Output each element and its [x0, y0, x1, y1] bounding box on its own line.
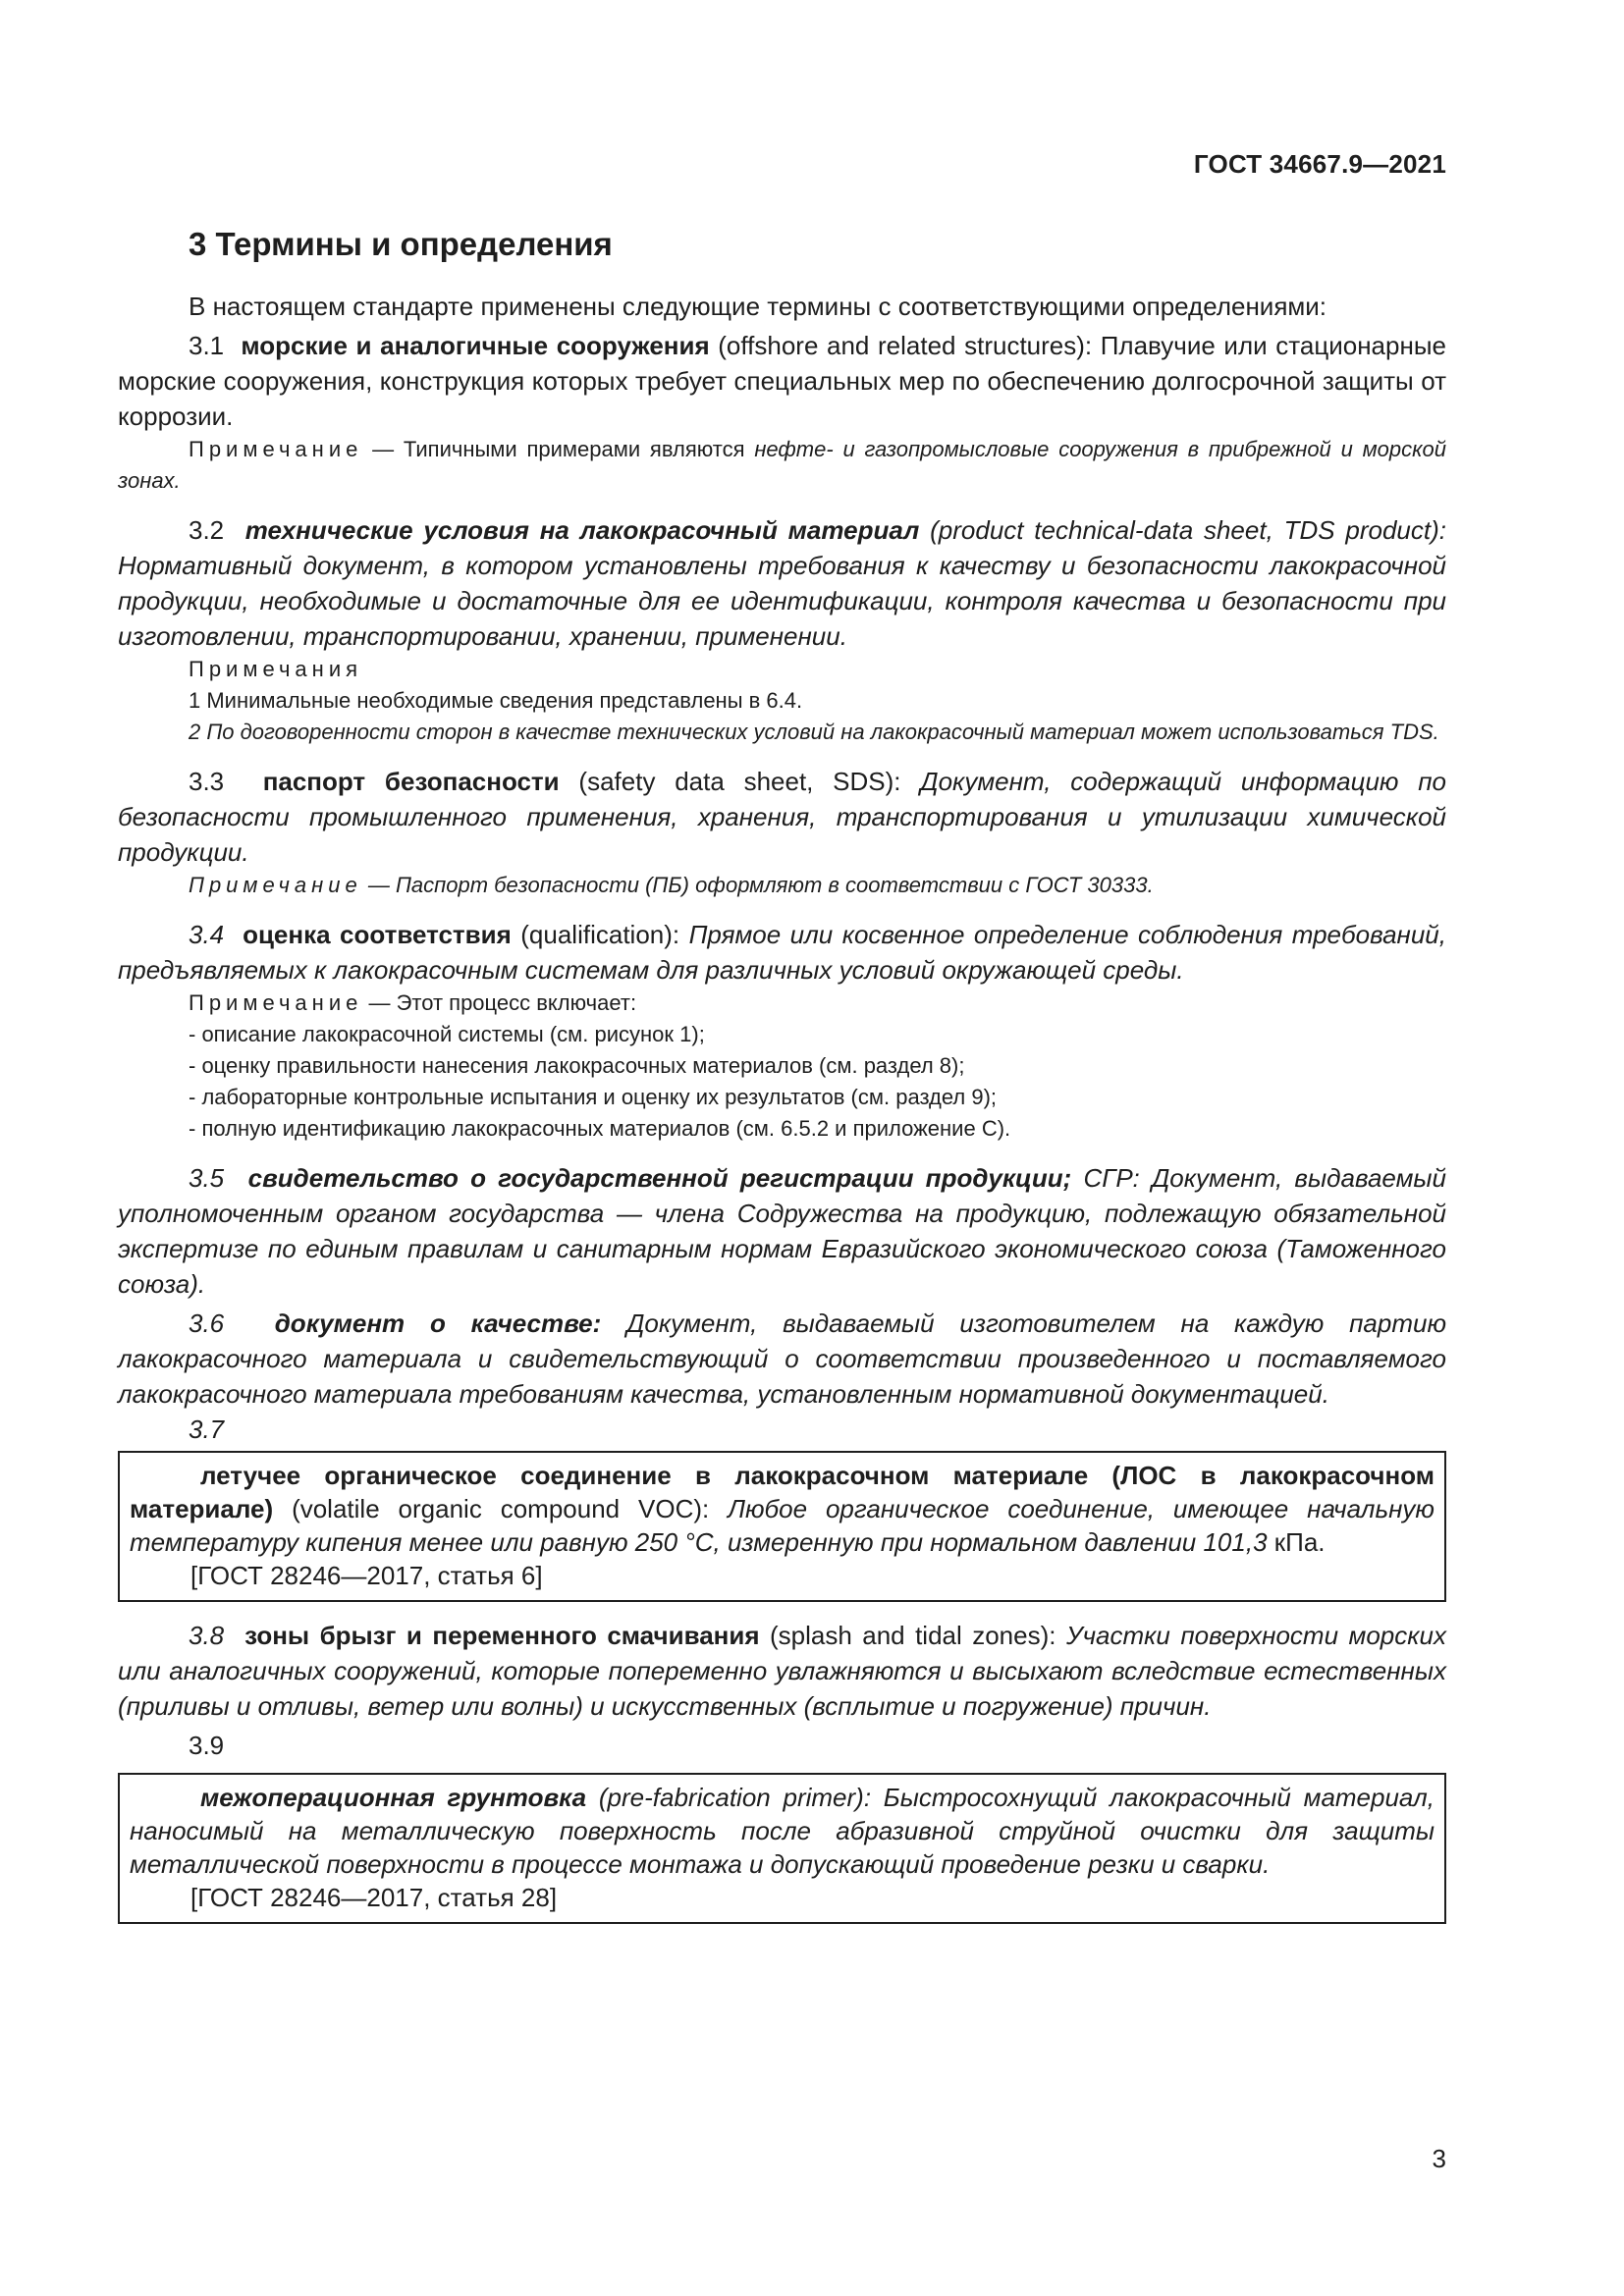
term-name: межоперационная грунтовка — [200, 1783, 587, 1812]
term-definition: Документ, содержащий информацию по безопасности промышленного применения, хранения, транспортирования и утилизации химической продукции. — [118, 767, 1446, 867]
term-3-3 — [118, 764, 1446, 870]
term-number: 3.8 — [189, 1621, 225, 1650]
term-name: зоны брызг и переменного смачивания — [244, 1621, 760, 1650]
section-title: 3 Термины и определения — [189, 226, 613, 262]
term-3-2 — [118, 512, 1446, 654]
term-3-5 — [118, 1160, 1446, 1302]
page-number: 3 — [1432, 2144, 1446, 2173]
term-name: морские и аналогичные сооружения — [241, 331, 710, 360]
term-3-1 — [118, 328, 1446, 434]
quoted-term-box-3-7 — [118, 1451, 1446, 1602]
term-name: документ о качестве: — [274, 1308, 602, 1338]
unit: кПа. — [1273, 1527, 1326, 1557]
term-number: 3.4 — [189, 920, 225, 949]
term-number: 3.3 — [189, 767, 225, 796]
reference-3-7: [ГОСТ 28246—2017, статья 6] — [190, 1561, 543, 1590]
term-number: 3.6 — [189, 1308, 225, 1338]
term-definition: Любое органическое соединение, имеющее начальную температуру кипения менее или равную 250 °С, измеренную при нормальном давлении 101,3 — [130, 1494, 1435, 1557]
note-3-4: Примечание — Этот процесс включает: — [189, 990, 637, 1015]
note-3-3: Примечание — Паспорт безопасности (ПБ) оформляют в соответствии с ГОСТ 30333. — [189, 873, 1154, 897]
term-definition: Нормативный документ, в котором установлены требования к качеству и безопасности лакокрасочной продукции, необходимые и достаточные для ее идентификации, контроля качества и безопасности при изготовлении, транспортировании, хранении, применении. — [118, 551, 1446, 651]
intro-paragraph: В настоящем стандарте применены следующие термины с соответствующими определениями: — [189, 292, 1327, 321]
term-definition: Прямое или косвенное определение соблюдения требований, предъявляемых к лакокрасочным системам для различных условий окружающей среды. — [118, 920, 1446, 985]
term-name: оценка соответствия — [243, 920, 512, 949]
term-english: (splash and tidal zones): — [769, 1621, 1056, 1650]
term-name: паспорт безопасности — [262, 767, 560, 796]
document-page — [118, 0, 1446, 2296]
note-3-1 — [118, 434, 1446, 497]
term-name: свидетельство о государственной регистрации продукции; — [247, 1163, 1072, 1193]
term-number: 3.1 — [189, 331, 225, 360]
term-definition: (offshore and related structures): Плавучие или стационарные морские сооружения, конструкция которых требует специальных мер по обеспечению долгосрочной защиты от коррозии. — [118, 331, 1446, 431]
document-code: ГОСТ 34667.9—2021 — [1193, 149, 1446, 179]
list-item: - описание лакокрасочной системы (см. рисунок 1); — [189, 1022, 705, 1046]
term-english: (qualification): — [520, 920, 680, 949]
term-english: (product technical-data sheet, TDS product): — [930, 515, 1446, 545]
term-number: 3.5 — [189, 1163, 225, 1193]
notes-label-3-2: Примечания — [189, 657, 363, 681]
note-3-2-2: 2 По договоренности сторон в качестве технических условий на лакокрасочный материал может использоваться TDS. — [189, 720, 1439, 744]
quoted-term-box-3-9 — [118, 1773, 1446, 1924]
term-number: 3.2 — [189, 515, 225, 545]
term-3-6 — [118, 1306, 1446, 1412]
list-item: - лабораторные контрольные испытания и оценку их результатов (см. раздел 9); — [189, 1085, 998, 1109]
term-english: (safety data sheet, SDS): — [578, 767, 901, 796]
term-definition: Документ, выдаваемый изготовителем на каждую партию лакокрасочного материала и свидетельствующий о соответствии произведенного и поставляемого лакокрасочного материала требованиям качества, установленным нормативной документацией. — [118, 1308, 1446, 1409]
term-3-9 — [130, 1781, 1435, 1881]
list-item: - полную идентификацию лакокрасочных материалов (см. 6.5.2 и приложение С). — [189, 1116, 1011, 1141]
term-name: технические условия на лакокрасочный материал — [244, 515, 920, 545]
section-content — [118, 289, 1446, 1924]
reference-3-9: [ГОСТ 28246—2017, статья 28] — [190, 1883, 558, 1912]
term-3-8 — [118, 1618, 1446, 1724]
note-text: — Типичными примерами являются — [372, 437, 745, 461]
list-item: - оценку правильности нанесения лакокрасочных материалов (см. раздел 8); — [189, 1053, 965, 1078]
term-number-3-7: 3.7 — [189, 1415, 225, 1444]
term-definition: СГР: Документ, выдаваемый уполномоченным органом государства — члена Содружества на продукцию, подлежащую обязательной экспертизе по единым правилам и санитарным нормам Евразийского экономического союза (Таможенного союза). — [118, 1163, 1446, 1299]
term-name: летучее органическое соединение в лакокрасочном материале (ЛОС в лакокрасочном материале) — [130, 1461, 1435, 1523]
term-definition: Участки поверхности морских или аналогичных сооружений, которые попеременно увлажняются и высыхают вследствие естественных (приливы и отливы, ветер или волны) и искусственных (всплытие и погружение) причин. — [118, 1621, 1446, 1721]
note-3-2-1: 1 Минимальные необходимые сведения представлены в 6.4. — [189, 688, 803, 713]
term-definition: (pre-fabrication primer): Быстросохнущий лакокрасочный материал, наносимый на металлическую поверхность после абразивной струйной очистки для защиты металлической поверхности в процессе монтажа и допускающий проведение резки и сварки. — [130, 1783, 1435, 1879]
note-label: Примечание — [189, 437, 363, 461]
term-number-3-9: 3.9 — [189, 1731, 225, 1760]
term-3-7 — [130, 1459, 1435, 1559]
term-english: (volatile organic compound VOC): — [292, 1494, 710, 1523]
note-text-italic: нефте- и газопромысловые сооружения в прибрежной и морской зонах. — [118, 437, 1446, 493]
term-3-4 — [118, 917, 1446, 988]
